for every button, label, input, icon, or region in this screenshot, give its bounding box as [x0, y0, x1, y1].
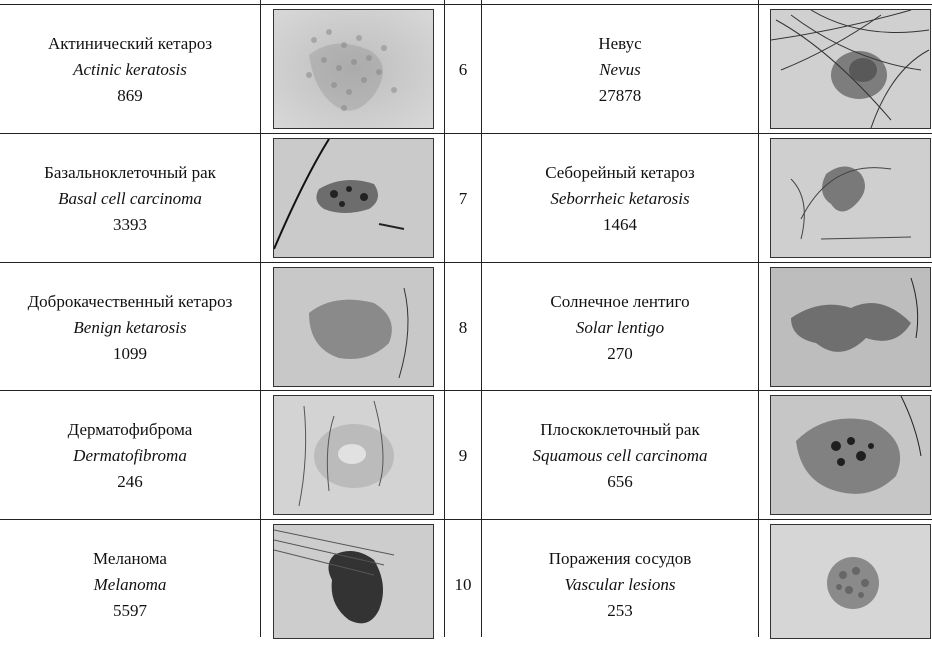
- dermoscopy-melanoma-image: [273, 524, 434, 639]
- left-class-cell: [0, 520, 260, 649]
- class-name-ru: Невус: [598, 33, 642, 53]
- left-class-cell: [0, 5, 260, 134]
- class-name-en: Vascular lesions: [564, 574, 676, 594]
- class-name-en: Nevus: [599, 59, 641, 79]
- right-class-cell: [482, 5, 758, 134]
- class-name-ru: Плоскоклеточный рак: [540, 419, 700, 439]
- class-name-ru: Базальноклеточный рак: [44, 162, 216, 182]
- row-number: 10: [454, 574, 472, 594]
- class-count: 27878: [598, 85, 642, 105]
- class-name-ru: Доброкачественный кетароз: [27, 291, 233, 311]
- class-count: 270: [607, 343, 633, 363]
- class-name-en: Seborrheic ketarosis: [550, 188, 690, 208]
- left-class-cell: [0, 263, 260, 392]
- table-row: [0, 263, 932, 392]
- table-row: [0, 134, 932, 263]
- table-row: [0, 520, 932, 637]
- left-class-cell: [0, 391, 260, 520]
- dermoscopy-nevus-image: [770, 9, 931, 129]
- class-name-ru: Меланома: [93, 548, 167, 568]
- class-count: 656: [607, 471, 633, 491]
- class-name-ru: Себорейный кетароз: [545, 162, 695, 182]
- dermoscopy-seborrheic-ketarosis-image: [770, 138, 931, 258]
- dermoscopy-dermatofibroma-image: [273, 395, 434, 515]
- table-row: [0, 391, 932, 520]
- right-class-cell: [482, 520, 758, 649]
- right-class-cell: [482, 391, 758, 520]
- dermoscopy-basal-cell-carcinoma-image: [273, 138, 434, 258]
- class-name-en: Benign ketarosis: [73, 317, 187, 337]
- row-number: 8: [458, 317, 468, 337]
- class-count: 1464: [603, 214, 637, 234]
- dermoscopy-vascular-lesions-image: [770, 524, 931, 639]
- dermoscopy-actinic-keratosis-image: [273, 9, 434, 129]
- dermoscopy-solar-lentigo-image: [770, 267, 931, 387]
- row-number: 7: [458, 188, 468, 208]
- class-name-en: Squamous cell carcinoma: [532, 445, 708, 465]
- class-name-ru: Солнечное лентиго: [550, 291, 690, 311]
- class-count: 869: [117, 85, 143, 105]
- class-name-en: Actinic keratosis: [73, 59, 187, 79]
- class-name-en: Basal cell carcinoma: [58, 188, 202, 208]
- class-count: 5597: [113, 600, 147, 620]
- class-count: 246: [117, 471, 143, 491]
- table-row: [0, 5, 932, 134]
- row-number: 9: [458, 445, 468, 465]
- class-name-en: Melanoma: [93, 574, 167, 594]
- right-class-cell: [482, 134, 758, 263]
- class-name-en: Dermatofibroma: [73, 445, 187, 465]
- class-name-ru: Поражения сосудов: [548, 548, 692, 568]
- row-number: 6: [458, 59, 468, 79]
- right-class-cell: [482, 263, 758, 392]
- class-count: 3393: [113, 214, 147, 234]
- class-count: 1099: [113, 343, 147, 363]
- dermoscopy-squamous-cell-carcinoma-image: [770, 395, 931, 515]
- class-name-ru: Актинический кетароз: [47, 33, 213, 53]
- class-name-ru: Дерматофиброма: [67, 419, 193, 439]
- class-count: 253: [607, 600, 633, 620]
- left-class-cell: [0, 134, 260, 263]
- class-name-en: Solar lentigo: [575, 317, 665, 337]
- dermoscopy-benign-ketarosis-image: [273, 267, 434, 387]
